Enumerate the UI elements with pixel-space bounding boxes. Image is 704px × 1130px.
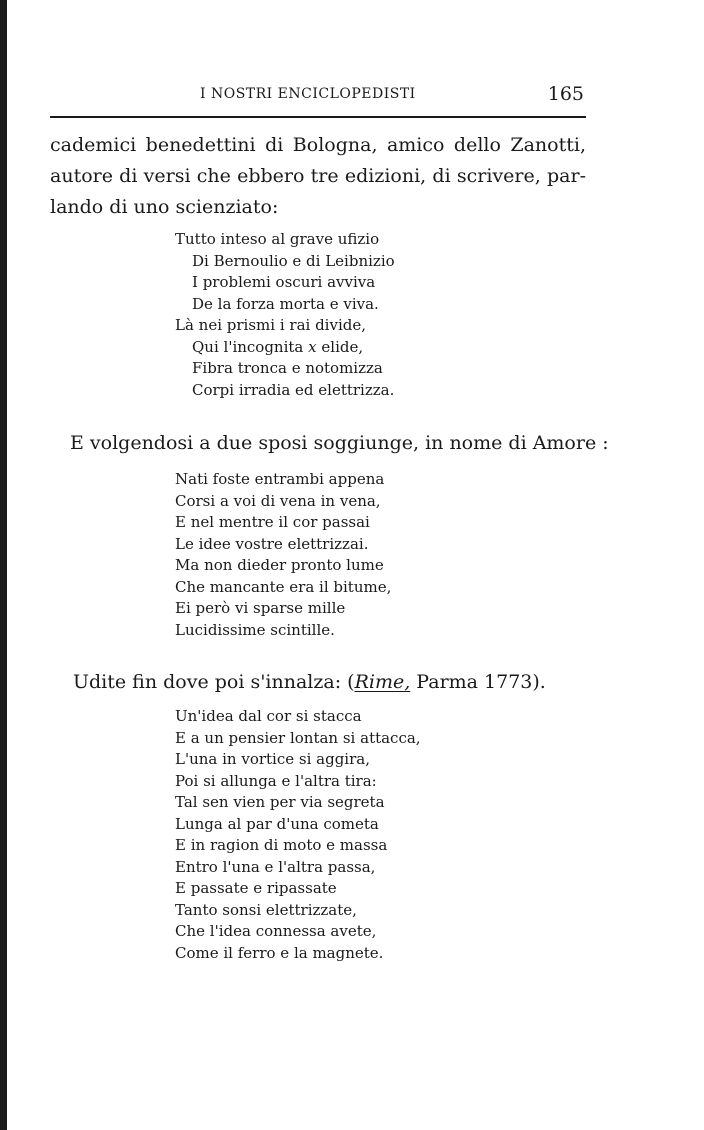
paragraph-text: Udite fin dove poi s'innalza: ( [73, 671, 355, 693]
verse-line: Nati foste entrambi appena [175, 470, 385, 488]
verse-line-text: elide, [321, 337, 364, 356]
math-variable: x [308, 337, 317, 356]
verse-line: I problemi oscuri avviva [192, 273, 376, 291]
verse-line: E passate e ripassate [175, 879, 337, 897]
running-title: I NOSTRI ENCICLOPEDISTI [200, 86, 416, 102]
verse-line: Poi si allunga e l'altra tira: [175, 771, 377, 790]
verse-block-1 [175, 229, 535, 401]
paragraph-2 [70, 428, 609, 459]
verse-line: Tutto inteso al grave ufizio [175, 230, 380, 248]
italic-title: Rime, [354, 671, 411, 693]
verse-line: Corsi a voi di vena in vena, [175, 491, 381, 510]
verse-line: Lunga al par d'una cometa [175, 814, 379, 833]
verse-line: Fibra tronca e notomizza [192, 359, 383, 377]
verse-block-3 [175, 706, 535, 964]
page-header [50, 83, 584, 114]
verse-line: L'una in vortice si aggira, [175, 750, 370, 768]
verse-line [175, 337, 535, 359]
verse-line: Un'idea dal cor si stacca [175, 707, 362, 725]
verse-line: Tal sen vien per via segreta [175, 793, 385, 811]
paragraph-1 [50, 130, 586, 223]
verse-line: Come il ferro e la magnete. [175, 943, 384, 962]
verse-line: Là nei prismi i rai divide, [175, 316, 366, 334]
verse-line-text: Qui l'incognita [192, 337, 304, 356]
paragraph-line [73, 667, 593, 698]
verse-line: Lucidissime scintille. [175, 620, 335, 639]
paragraph-3 [73, 667, 593, 698]
page-number: 165 [547, 83, 584, 105]
paragraph-line: lando di uno scienziato: [50, 196, 279, 218]
verse-line: Le idee vostre elettrizzai. [175, 534, 369, 553]
verse-line: Tanto sonsi elettrizzate, [175, 900, 357, 919]
paragraph-line: E volgendosi a due sposi soggiunge, in nome di Amore : [70, 432, 609, 454]
paragraph-line: cademici benedettini di Bologna, amico dello Zanotti, [50, 134, 586, 156]
verse-line: Di Bernoulio e di Leibnizio [192, 251, 395, 270]
verse-line: Corpi irradia ed elettrizza. [192, 380, 395, 399]
verse-line: Che l'idea connessa avete, [175, 922, 377, 940]
paragraph-line: autore di versi che ebbero tre edizioni, di scrivere, par- [50, 165, 586, 187]
verse-line: E a un pensier lontan si attacca, [175, 728, 421, 747]
verse-line: Ma non dieder pronto lume [175, 556, 384, 574]
verse-line: Entro l'una e l'altra passa, [175, 857, 376, 876]
verse-block-2 [175, 469, 535, 641]
page-spine-edge [0, 0, 7, 1130]
header-rule [50, 116, 586, 118]
verse-line: De la forza morta e viva. [192, 294, 379, 313]
verse-line: Ei però vi sparse mille [175, 599, 346, 617]
paragraph-text: Parma 1773). [410, 671, 546, 693]
verse-line: E nel mentre il cor passai [175, 513, 370, 531]
verse-line: Che mancante era il bitume, [175, 577, 392, 596]
verse-line: E in ragion di moto e massa [175, 836, 388, 854]
